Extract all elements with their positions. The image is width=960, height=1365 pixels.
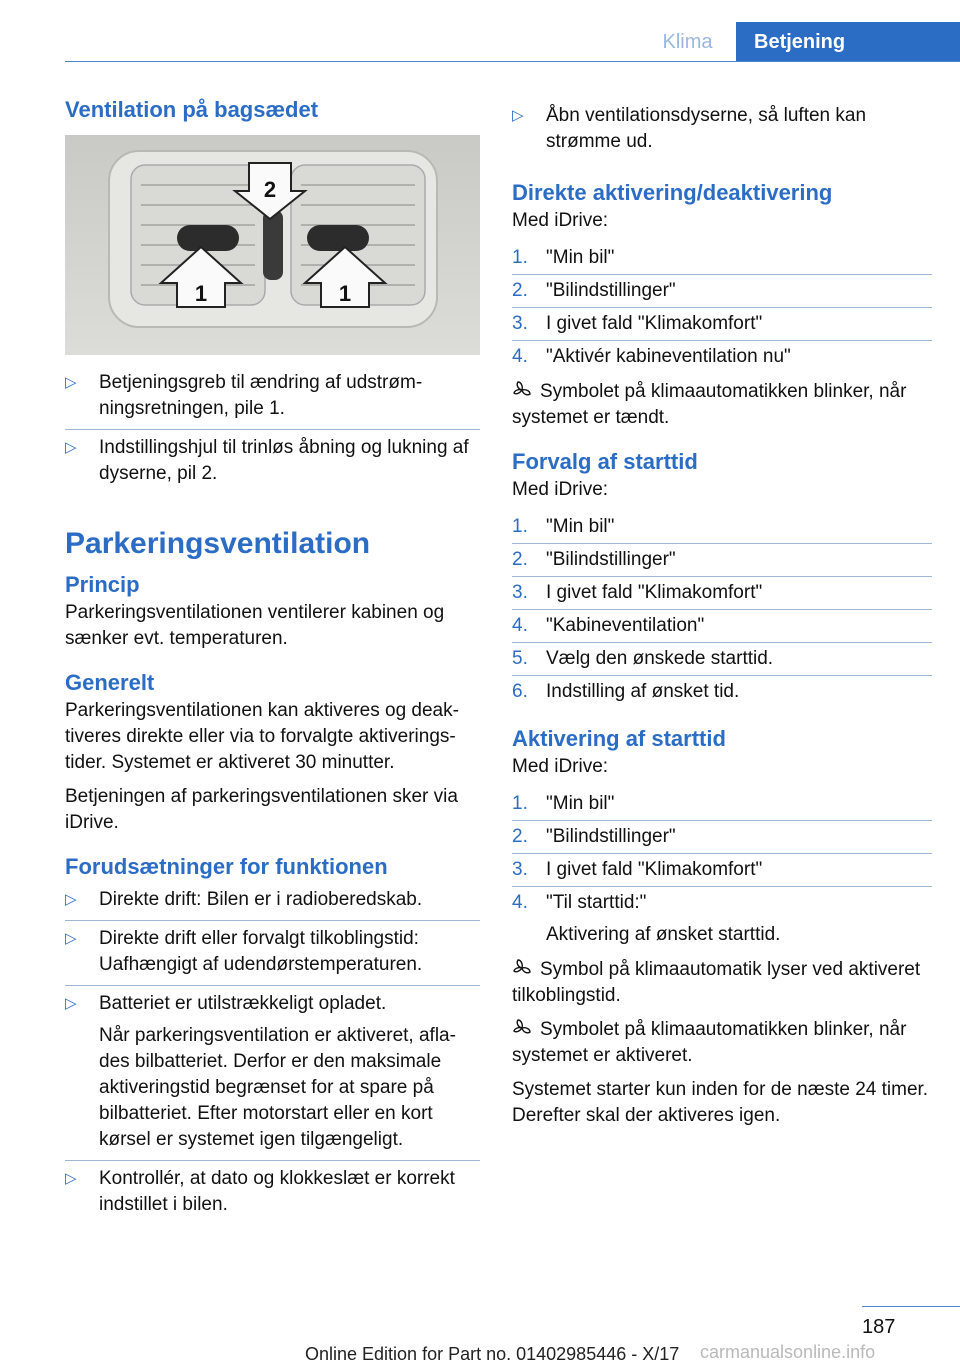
direkte-steps: [512, 242, 932, 373]
aktiv-title: Aktivering af starttid: [512, 726, 726, 751]
list-item: 1. "Min bil": [512, 788, 932, 821]
aktiv-text: Systemet starter kun inden for de næste 24 timer. Derefter skal der aktiveres igen.: [512, 1079, 929, 1126]
page-header: [0, 0, 960, 62]
photo-label-1-right: 1: [338, 281, 352, 306]
footer-rule: [862, 1306, 960, 1307]
list-item: ▷ Betjeningsgreb til ændring af udstrømningsretningen, pile 1.: [65, 365, 480, 430]
list-item: ▷ Batteriet er utilstrækkeligt opladet. Når parkeringsventilation er aktiveret, aflades bilbatteriet. Derfor er den maksimale aktiveringstid begrænset for at spare på bilbatteriet. Efter motorstart eller en kort kørsel er systemet igen tilgængeligt.: [65, 986, 480, 1161]
aktiv-intro: Med iDrive:: [512, 756, 609, 777]
triangle-right-icon: ▷: [65, 995, 77, 1012]
triangle-right-icon: ▷: [65, 891, 77, 908]
triangle-right-icon: ▷: [512, 107, 524, 124]
aktiv-steps: [512, 788, 932, 951]
open-bullet-list: [512, 95, 932, 162]
watermark-text: carmanualsonline.info: [700, 1342, 876, 1362]
generelt-text-2: Betjeningen af parkeringsventilationen sker via iDrive.: [65, 786, 458, 833]
list-item: 2. "Bilindstillinger": [512, 275, 932, 308]
direkte-title: Direkte aktivering/deaktivering: [512, 180, 833, 205]
header-rule: [65, 61, 960, 62]
photo-label-2: 2: [263, 177, 277, 202]
princip-title: Princip: [65, 572, 140, 597]
triangle-right-icon: ▷: [65, 930, 77, 947]
left-column: [65, 95, 480, 1225]
tab-betjening[interactable]: Betjening: [736, 22, 960, 62]
list-item: 3. I givet fald "Klimakomfort": [512, 854, 932, 887]
forvalg-steps: [512, 511, 932, 708]
list-item: 3. I givet fald "Klimakomfort": [512, 577, 932, 610]
direkte-note: Symbolet på klimaautomatikken blinker, når systemet er tændt.: [512, 381, 907, 428]
triangle-right-icon: ▷: [65, 374, 77, 391]
tab-klima[interactable]: Klima: [662, 31, 713, 53]
fan-icon: [512, 1018, 532, 1038]
edition-text: Online Edition for Part no. 01402985446 - X/17: [305, 1344, 680, 1364]
list-item: ▷ Åbn ventilationsdyserne, så luften kan strømme ud.: [512, 105, 867, 152]
rear-vent-illustration: [65, 135, 480, 355]
princip-text: Parkeringsventilationen ventilerer kabinen og sænker evt. temperaturen.: [65, 602, 445, 649]
list-item: ▷ Direkte drift eller forvalgt tilkoblingstid: Uafhængigt af udendørstemperaturen.: [65, 921, 480, 986]
park-title: Parkeringsventilation: [65, 527, 371, 560]
aktiv-note-2: Symbolet på klimaautomatikken blinker, når systemet er aktiveret.: [512, 1019, 907, 1066]
list-item: 1. "Min bil": [512, 242, 932, 275]
list-item-note: Når parkeringsventilation er aktiveret, aflades bilbatteriet. Derfor er den maksimale aktiveringstid begrænset for at spare på bilbatteriet. Efter motorstart eller en kort kørsel er systemet igen tilgængeligt.: [99, 1025, 456, 1150]
page-number: 187: [862, 1316, 896, 1338]
list-item: ▷ Indstillingshjul til trinløs åbning og lukning af dyserne, pil 2.: [65, 437, 469, 484]
list-item-note: Aktivering af ønsket starttid.: [546, 924, 781, 945]
right-column: [512, 95, 932, 1137]
generelt-title: Generelt: [65, 670, 155, 695]
list-item: 3. I givet fald "Klimakomfort": [512, 308, 932, 341]
fan-icon: [512, 958, 532, 978]
list-item: 1. "Min bil": [512, 511, 932, 544]
list-item: 4. "Aktivér kabineventilation nu": [512, 346, 791, 367]
aktiv-note-1: Symbol på klimaautomatik lyser ved aktiveret tilkoblingstid.: [512, 959, 921, 1006]
list-item: 2. "Bilindstillinger": [512, 544, 932, 577]
page-footer: [0, 1300, 960, 1362]
list-item: 5. Vælg den ønskede starttid.: [512, 643, 932, 676]
list-item: ▷ Kontrollér, at dato og klokkeslæt er korrekt indstillet i bilen.: [65, 1168, 455, 1215]
forvalg-intro: Med iDrive:: [512, 479, 609, 500]
triangle-right-icon: ▷: [65, 439, 77, 456]
list-item: 4. "Til starttid:" Aktivering af ønsket starttid.: [512, 887, 932, 951]
fan-icon: [512, 380, 532, 400]
list-item: 4. "Kabineventilation": [512, 610, 932, 643]
forud-bullet-list: [65, 882, 480, 1225]
list-item: 6. Indstilling af ønsket tid.: [512, 681, 740, 702]
list-item: ▷ Direkte drift: Bilen er i radioberedskab.: [65, 882, 480, 921]
forvalg-title: Forvalg af starttid: [512, 449, 698, 474]
rear-vent-photo: [65, 135, 480, 355]
triangle-right-icon: ▷: [65, 1170, 77, 1187]
photo-label-1-left: 1: [194, 281, 208, 306]
forud-title: Forudsætninger for funktionen: [65, 854, 388, 879]
direkte-intro: Med iDrive:: [512, 210, 609, 231]
list-item: 2. "Bilindstillinger": [512, 821, 932, 854]
generelt-text-1: Parkeringsventilationen kan aktiveres og deaktiveres direkte eller via to forvalgte aktiveringstider. Systemet er aktiveret 30 minutter.: [65, 700, 459, 773]
vent-bullet-list: [65, 365, 480, 494]
vent-title: Ventilation på bagsædet: [65, 97, 319, 122]
